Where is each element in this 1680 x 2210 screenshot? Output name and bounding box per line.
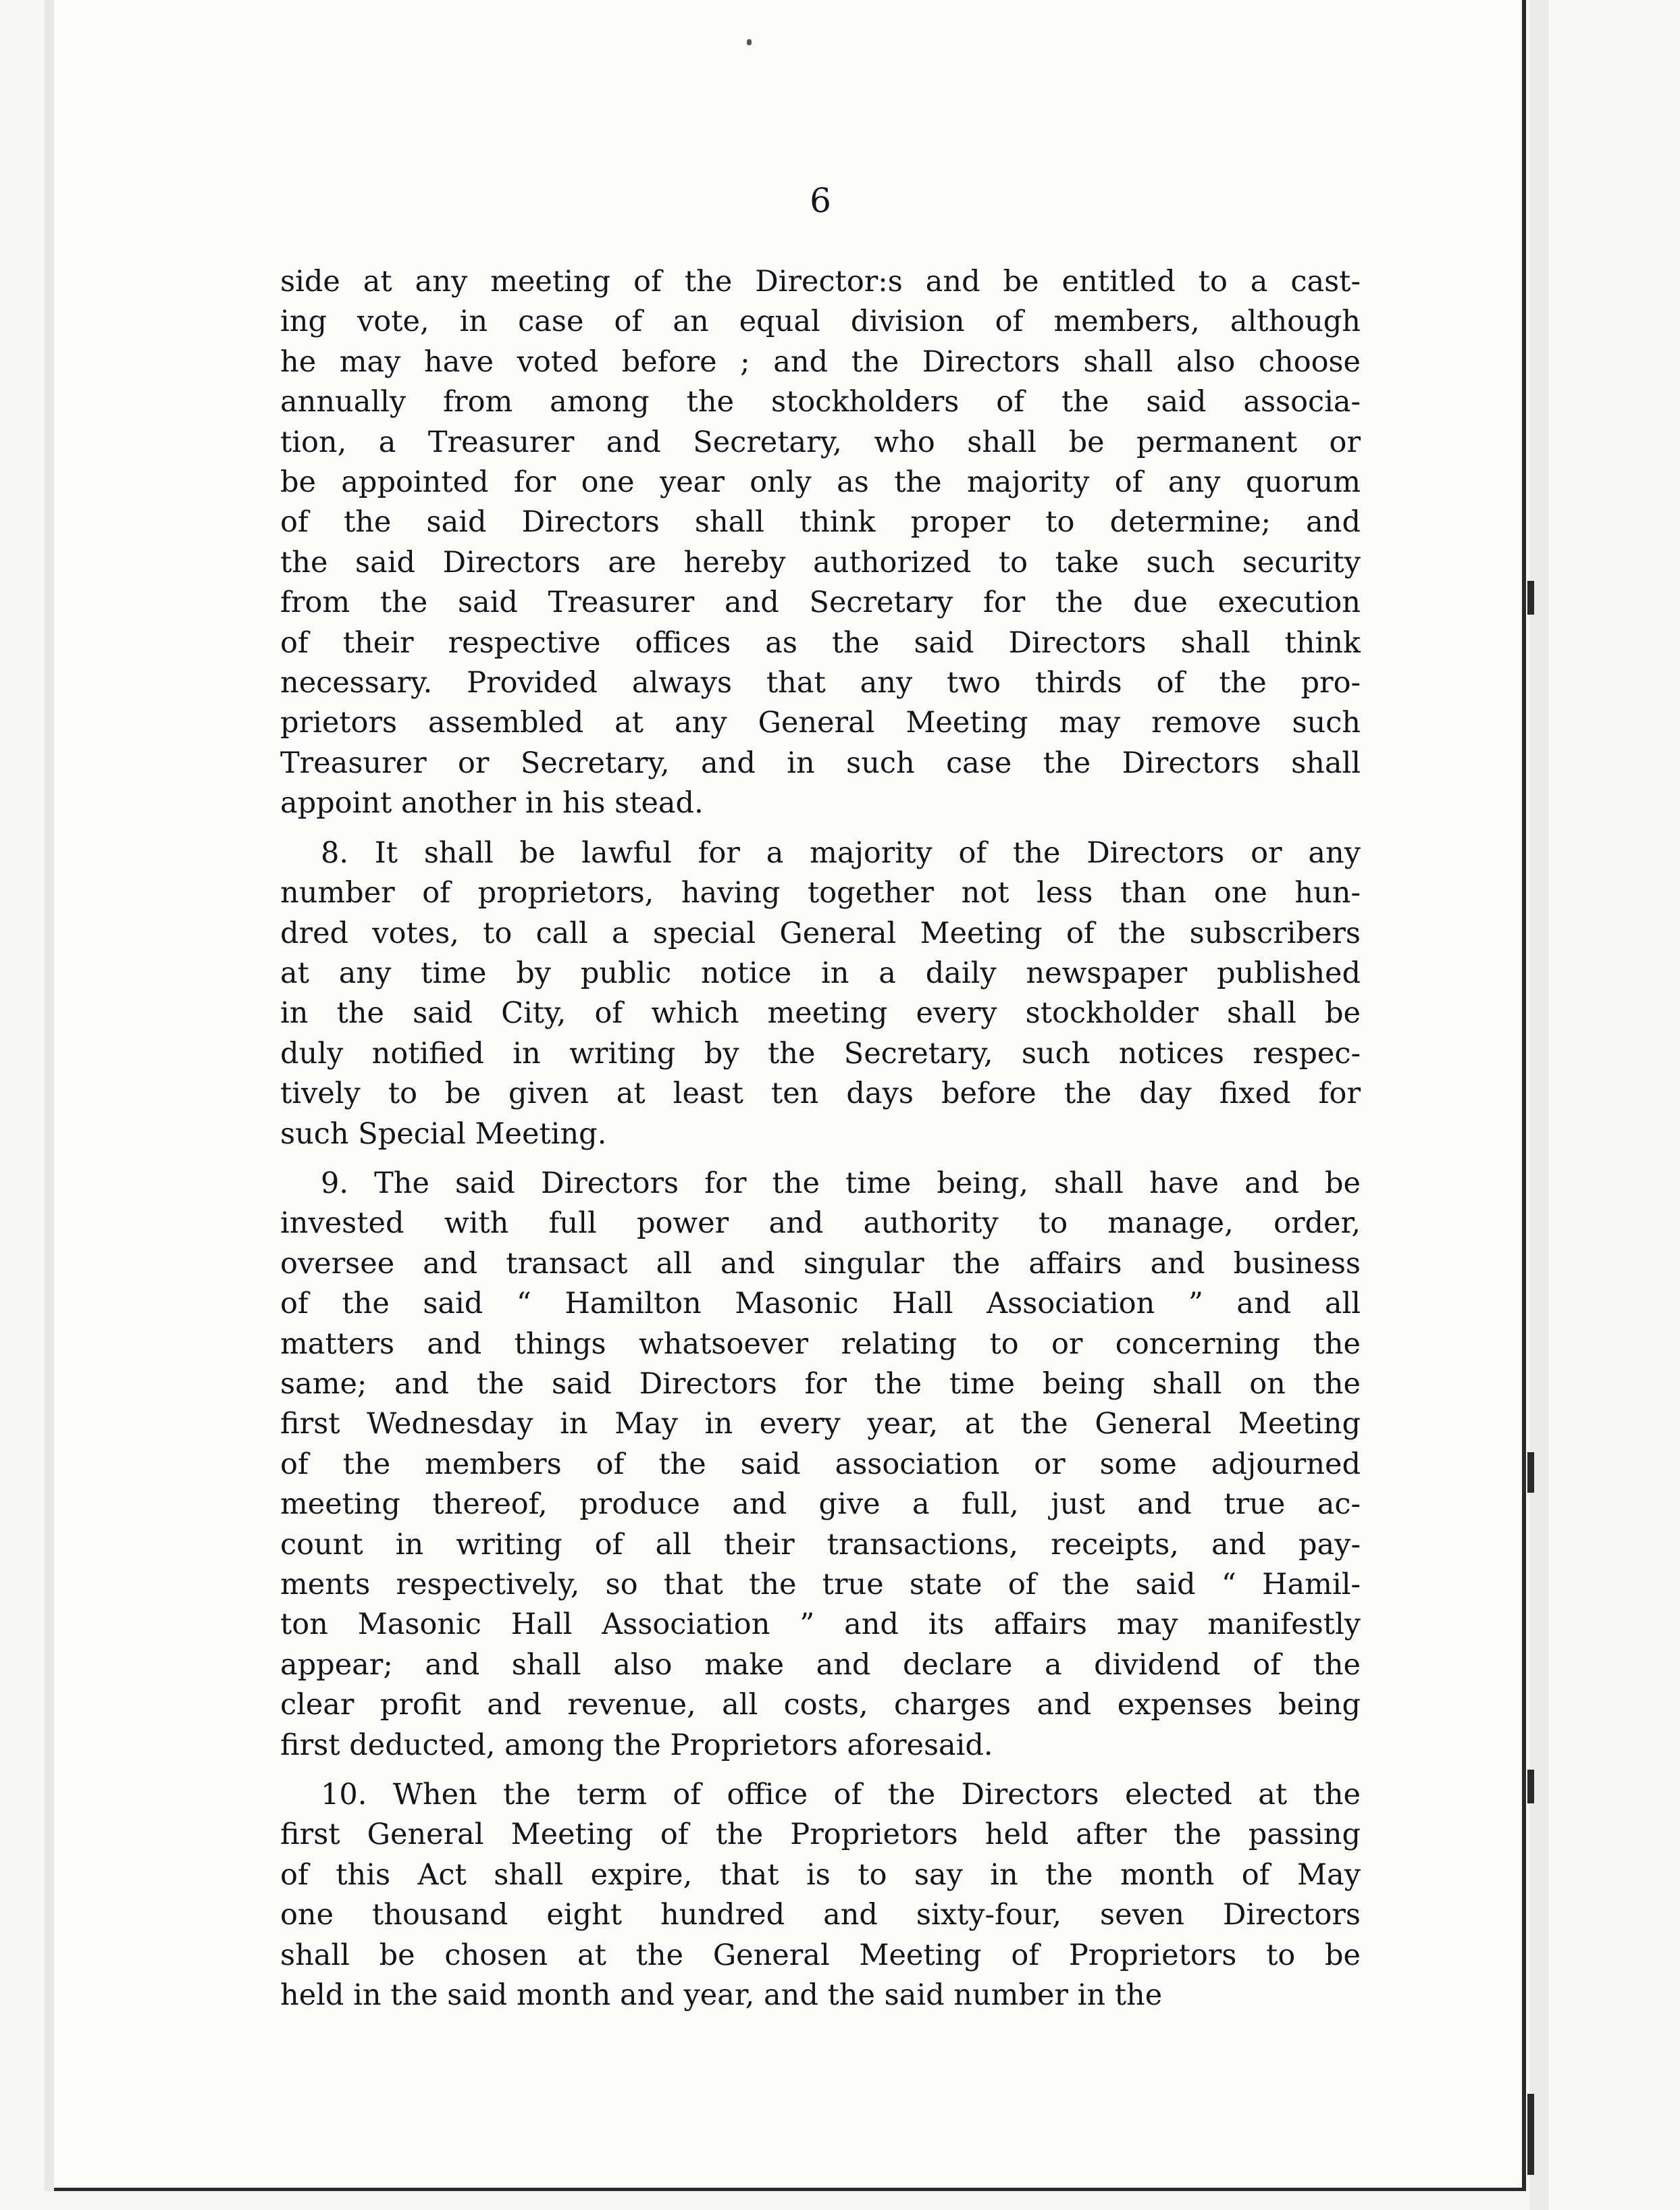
- text-line: prietors assembled at any General Meeting may remove such: [280, 706, 1361, 740]
- text-line: in the said City, of which meeting every stockholder shall be: [280, 996, 1361, 1031]
- text-line: dred votes, to call a special General Meeting of the subscribers: [280, 916, 1361, 950]
- edge-mark: [1527, 581, 1534, 615]
- text-line: meeting thereof, produce and give a full, just and true ac-: [280, 1487, 1361, 1522]
- text-line: duly notified in writing by the Secretary, such notices respec-: [280, 1036, 1361, 1071]
- paragraph: [280, 1775, 1361, 2015]
- text-line: ton Masonic Hall Association ” and its affairs may manifestly: [280, 1608, 1361, 1642]
- text-line: at any time by public notice in a daily newspaper published: [280, 956, 1361, 990]
- text-line: he may have voted before ; and the Directors shall also choose: [280, 344, 1361, 379]
- page-left-edge: [45, 0, 54, 2191]
- text-line: of the said “ Hamilton Masonic Hall Association ” and all: [280, 1287, 1361, 1321]
- paragraph: [280, 262, 1361, 824]
- text-line: necessary. Provided always that any two thirds of the pro-: [280, 666, 1361, 700]
- text-line: 9. The said Directors for the time being, shall have and be: [321, 1166, 1361, 1200]
- text-line: number of proprietors, having together not less than one hun-: [280, 876, 1361, 910]
- text-line: matters and things whatsoever relating to or concerning the: [280, 1327, 1361, 1361]
- text-line: of the members of the said association or some adjourned: [280, 1447, 1361, 1481]
- text-line: be appointed for one year only as the majority of any quorum: [280, 465, 1361, 500]
- text-line: held in the said month and year, and the said number in the: [280, 1978, 1163, 2013]
- body-text: [280, 262, 1361, 2025]
- text-line: invested with full power and authority to manage, order,: [280, 1206, 1361, 1241]
- text-line: same; and the said Directors for the time being shall on the: [280, 1366, 1361, 1401]
- text-line: Treasurer or Secretary, and in such case the Directors shall: [280, 746, 1361, 780]
- text-line: 10. When the term of office of the Directors elected at the: [321, 1778, 1361, 1812]
- paragraph: [280, 833, 1361, 1154]
- facing-page-edge: [1548, 0, 1680, 2210]
- text-line: one thousand eight hundred and sixty-four, seven Directors: [280, 1898, 1361, 1932]
- text-line: ments respectively, so that the true state of the said “ Hamil-: [280, 1568, 1361, 1601]
- edge-mark: [1527, 1770, 1534, 1803]
- text-line: such Special Meeting.: [280, 1116, 607, 1151]
- paragraph: [280, 1164, 1361, 1766]
- print-speck: [747, 39, 752, 45]
- text-line: first Wednesday in May in every year, at the General Meeting: [280, 1407, 1361, 1441]
- text-line: appoint another in his stead.: [280, 786, 704, 821]
- text-line: side at any meeting of the Director:s and be entitled to a cast-: [280, 265, 1361, 299]
- text-line: 8. It shall be lawful for a majority of the Directors or any: [321, 836, 1361, 870]
- text-line: the said Directors are hereby authorized to take such security: [280, 545, 1361, 580]
- text-line: tively to be given at least ten days before the day fixed for: [280, 1077, 1361, 1111]
- text-line: first General Meeting of the Proprietors held after the passing: [280, 1818, 1361, 1852]
- text-line: clear profit and revenue, all costs, charges and expenses being: [280, 1688, 1361, 1722]
- edge-mark: [1527, 1452, 1534, 1493]
- text-line: shall be chosen at the General Meeting of Proprietors to be: [280, 1938, 1361, 1972]
- text-line: of this Act shall expire, that is to say in the month of May: [280, 1857, 1361, 1892]
- text-line: ing vote, in case of an equal division of members, although: [280, 305, 1361, 339]
- text-line: annually from among the stockholders of the said associa-: [280, 385, 1361, 419]
- text-line: first deducted, among the Proprietors aforesaid.: [280, 1728, 993, 1762]
- text-line: of the said Directors shall think proper to determine; and: [280, 505, 1361, 540]
- text-line: from the said Treasurer and Secretary for the due execution: [280, 586, 1361, 620]
- page-number: 6: [810, 181, 831, 220]
- text-line: tion, a Treasurer and Secretary, who shall be permanent or: [280, 425, 1361, 459]
- text-line: count in writing of all their transactions, receipts, and pay-: [280, 1527, 1361, 1562]
- edge-mark: [1527, 2094, 1534, 2175]
- page-gutter: [1529, 0, 1548, 2210]
- text-line: appear; and shall also make and declare a dividend of the: [280, 1647, 1361, 1682]
- text-line: oversee and transact all and singular the affairs and business: [280, 1246, 1361, 1281]
- text-line: of their respective offices as the said Directors shall think: [280, 625, 1361, 660]
